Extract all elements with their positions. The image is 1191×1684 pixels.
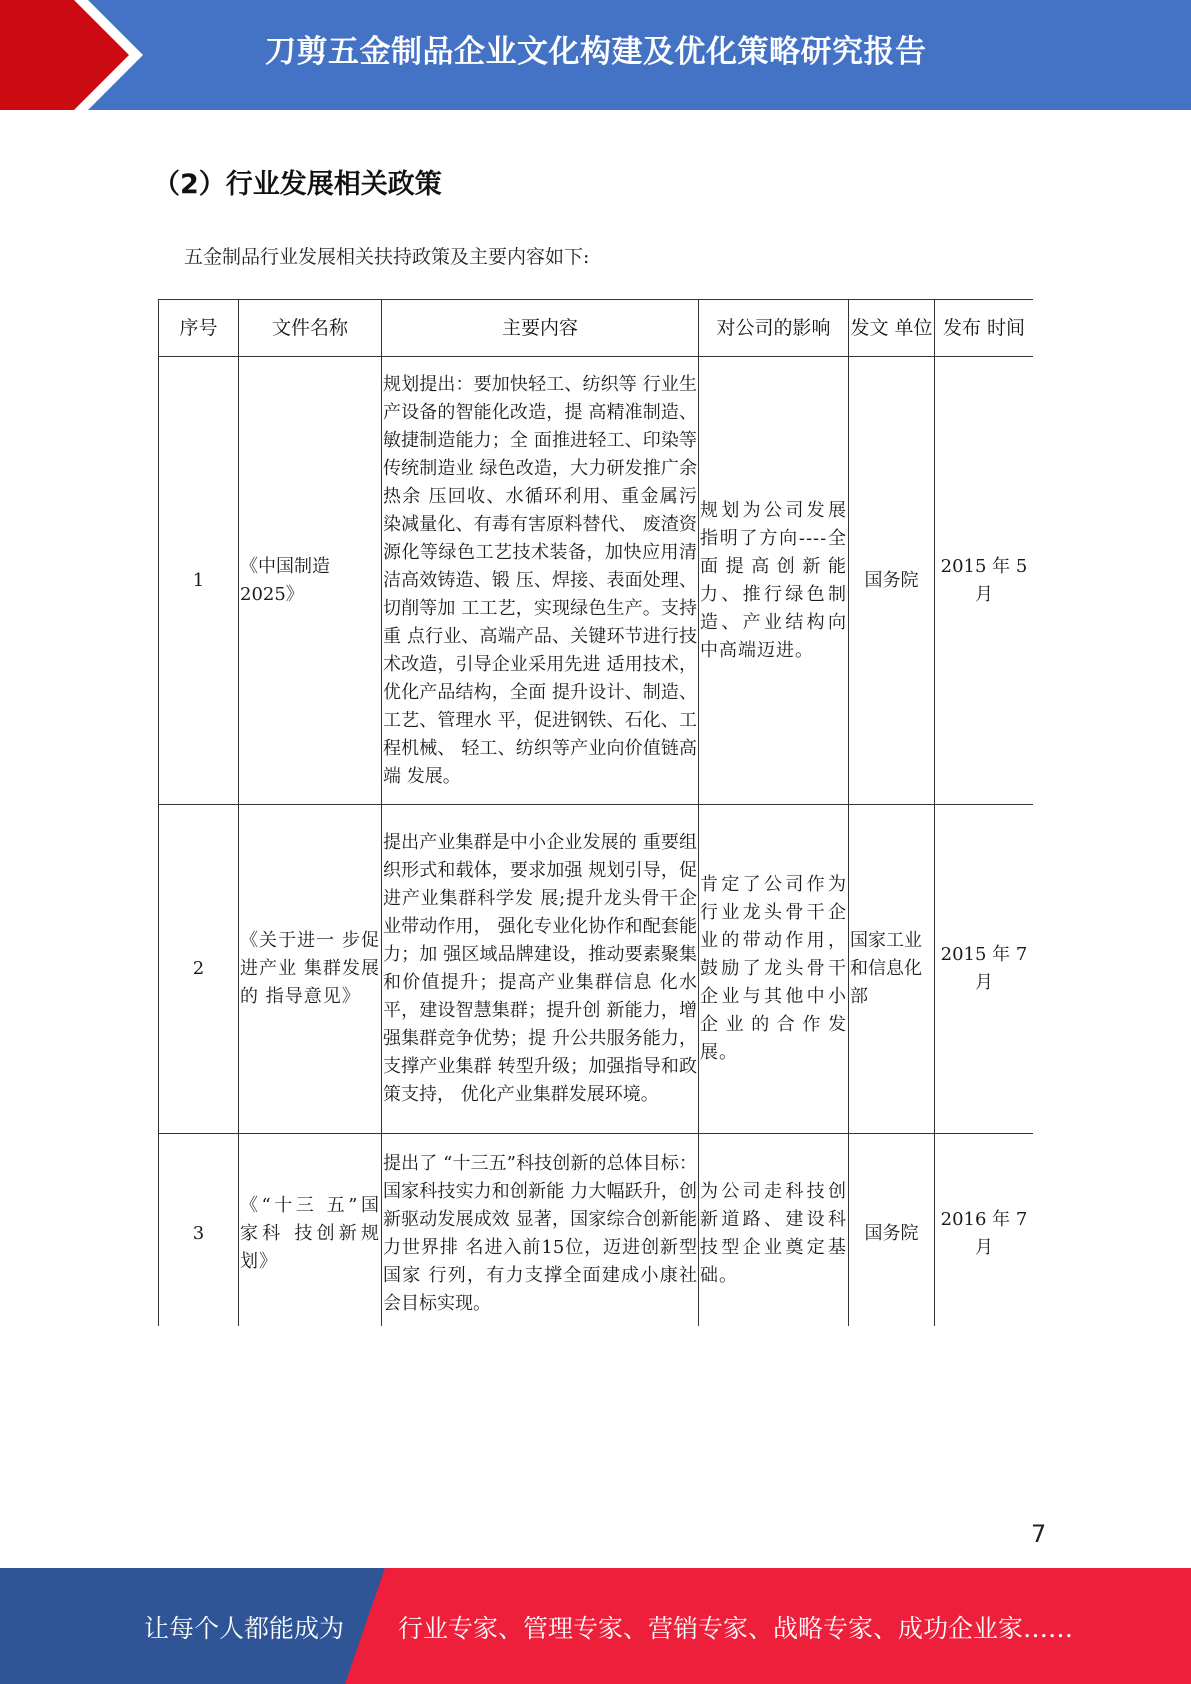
row-impact: 肯定了公司作为行业龙头骨干企业的带动作用，鼓励了龙头骨干企业与其他中小企业的合作发 展。 — [699, 805, 849, 1134]
header-date: 发布 时间 — [935, 300, 1034, 357]
row-issuer: 国务院 — [849, 1134, 935, 1327]
intro-paragraph: 五金制品行业发展相关扶持政策及主要内容如下: — [184, 246, 590, 268]
red-arrow-decoration — [0, 0, 150, 110]
row-document-name: 《中国制造 2025》 — [239, 357, 382, 805]
row-main-content: 规划提出：要加快轻工、纺织等 行业生产设备的智能化改造，提 高精准制造、敏捷制造能力；全 面推进轻工、印染等传统制造业 绿色改造，大力研发推广余热余 压回收、水循环利用、重金属污 染减量化、有毒有害原料替代、 废渣资源化等绿色工艺技术装备，加快应用清洁高效铸造、锻 压、焊接、表面处理、切削等加 工工艺，实现绿色生产。支持重 点行业、高端产品、关键环节进行技术改造，引导企业采用先进 适用技术，优化产品结构，全面 提升设计、制造、工艺、管理水 平，促进钢铁、石化、工程机械、 轻工、纺织等产业向价值链高端 发展。 — [382, 357, 699, 805]
header-index: 序号 — [159, 300, 239, 357]
policy-table — [158, 299, 1033, 1326]
row-document-name: 《“十三 五”国家科 技创新规划》 — [239, 1134, 382, 1327]
section-title: （2）行业发展相关政策 — [153, 169, 442, 200]
row-impact: 规划为公司发展指明了方向----全面提高创新能力、推行绿色制造、产业结构向中高端迈进。 — [699, 357, 849, 805]
footer-banner — [0, 1568, 1191, 1684]
header-name: 文件名称 — [239, 300, 382, 357]
header-banner — [0, 0, 1191, 110]
row-impact: 为公司走科技创新道路、建设科技型企业奠定基础。 — [699, 1134, 849, 1327]
table-header-row — [159, 300, 1034, 357]
row-date: 2016 年 7 月 — [935, 1134, 1034, 1327]
header-content: 主要内容 — [382, 300, 699, 357]
policy-table-container — [158, 299, 1033, 1326]
table-row — [159, 805, 1034, 1134]
row-index: 3 — [159, 1134, 239, 1327]
page-number: 7 — [1031, 1520, 1047, 1548]
table-row — [159, 1134, 1034, 1327]
row-main-content: 提出产业集群是中小企业发展的 重要组织形式和载体，要求加强 规划引导，促进产业集群科学发 展;提升龙头骨干企业带动作用， 强化专业化协作和配套能力；加 强区域品牌建设，推动要素聚集 和价值提升；提高产业集群信息 化水平，建设智慧集群；提升创 新能力，增强集群竞争优势；提 升公共服务能力，支撑产业集群 转型升级；加强指导和政策支持， 优化产业集群发展环境。 — [382, 805, 699, 1134]
table-row — [159, 357, 1034, 805]
footer-slogan-left: 让每个人都能成为 — [144, 1614, 345, 1643]
row-issuer: 国务院 — [849, 357, 935, 805]
row-index: 2 — [159, 805, 239, 1134]
footer-slogan-right: 行业专家、管理专家、营销专家、战略专家、成功企业家…… — [398, 1614, 1074, 1643]
row-main-content: 提出了 “十三五”科技创新的总体目标：国家科技实力和创新能 力大幅跃升，创新驱动发展成效 显著，国家综合创新能力世界排 名进入前15位，迈进创新型国家 行列，有力支撑全面建成小康社 会目标实现。 — [382, 1134, 699, 1327]
row-document-name: 《关于进一 步促进产业 集群发展的 指导意见》 — [239, 805, 382, 1134]
header-impact: 对公司的影响 — [699, 300, 849, 357]
header-issuer: 发文 单位 — [849, 300, 935, 357]
row-issuer: 国家工业和信息化部 — [849, 805, 935, 1134]
row-date: 2015 年 5 月 — [935, 357, 1034, 805]
row-index: 1 — [159, 357, 239, 805]
row-date: 2015 年 7 月 — [935, 805, 1034, 1134]
report-title: 刀剪五金制品企业文化构建及优化策略研究报告 — [265, 34, 927, 70]
